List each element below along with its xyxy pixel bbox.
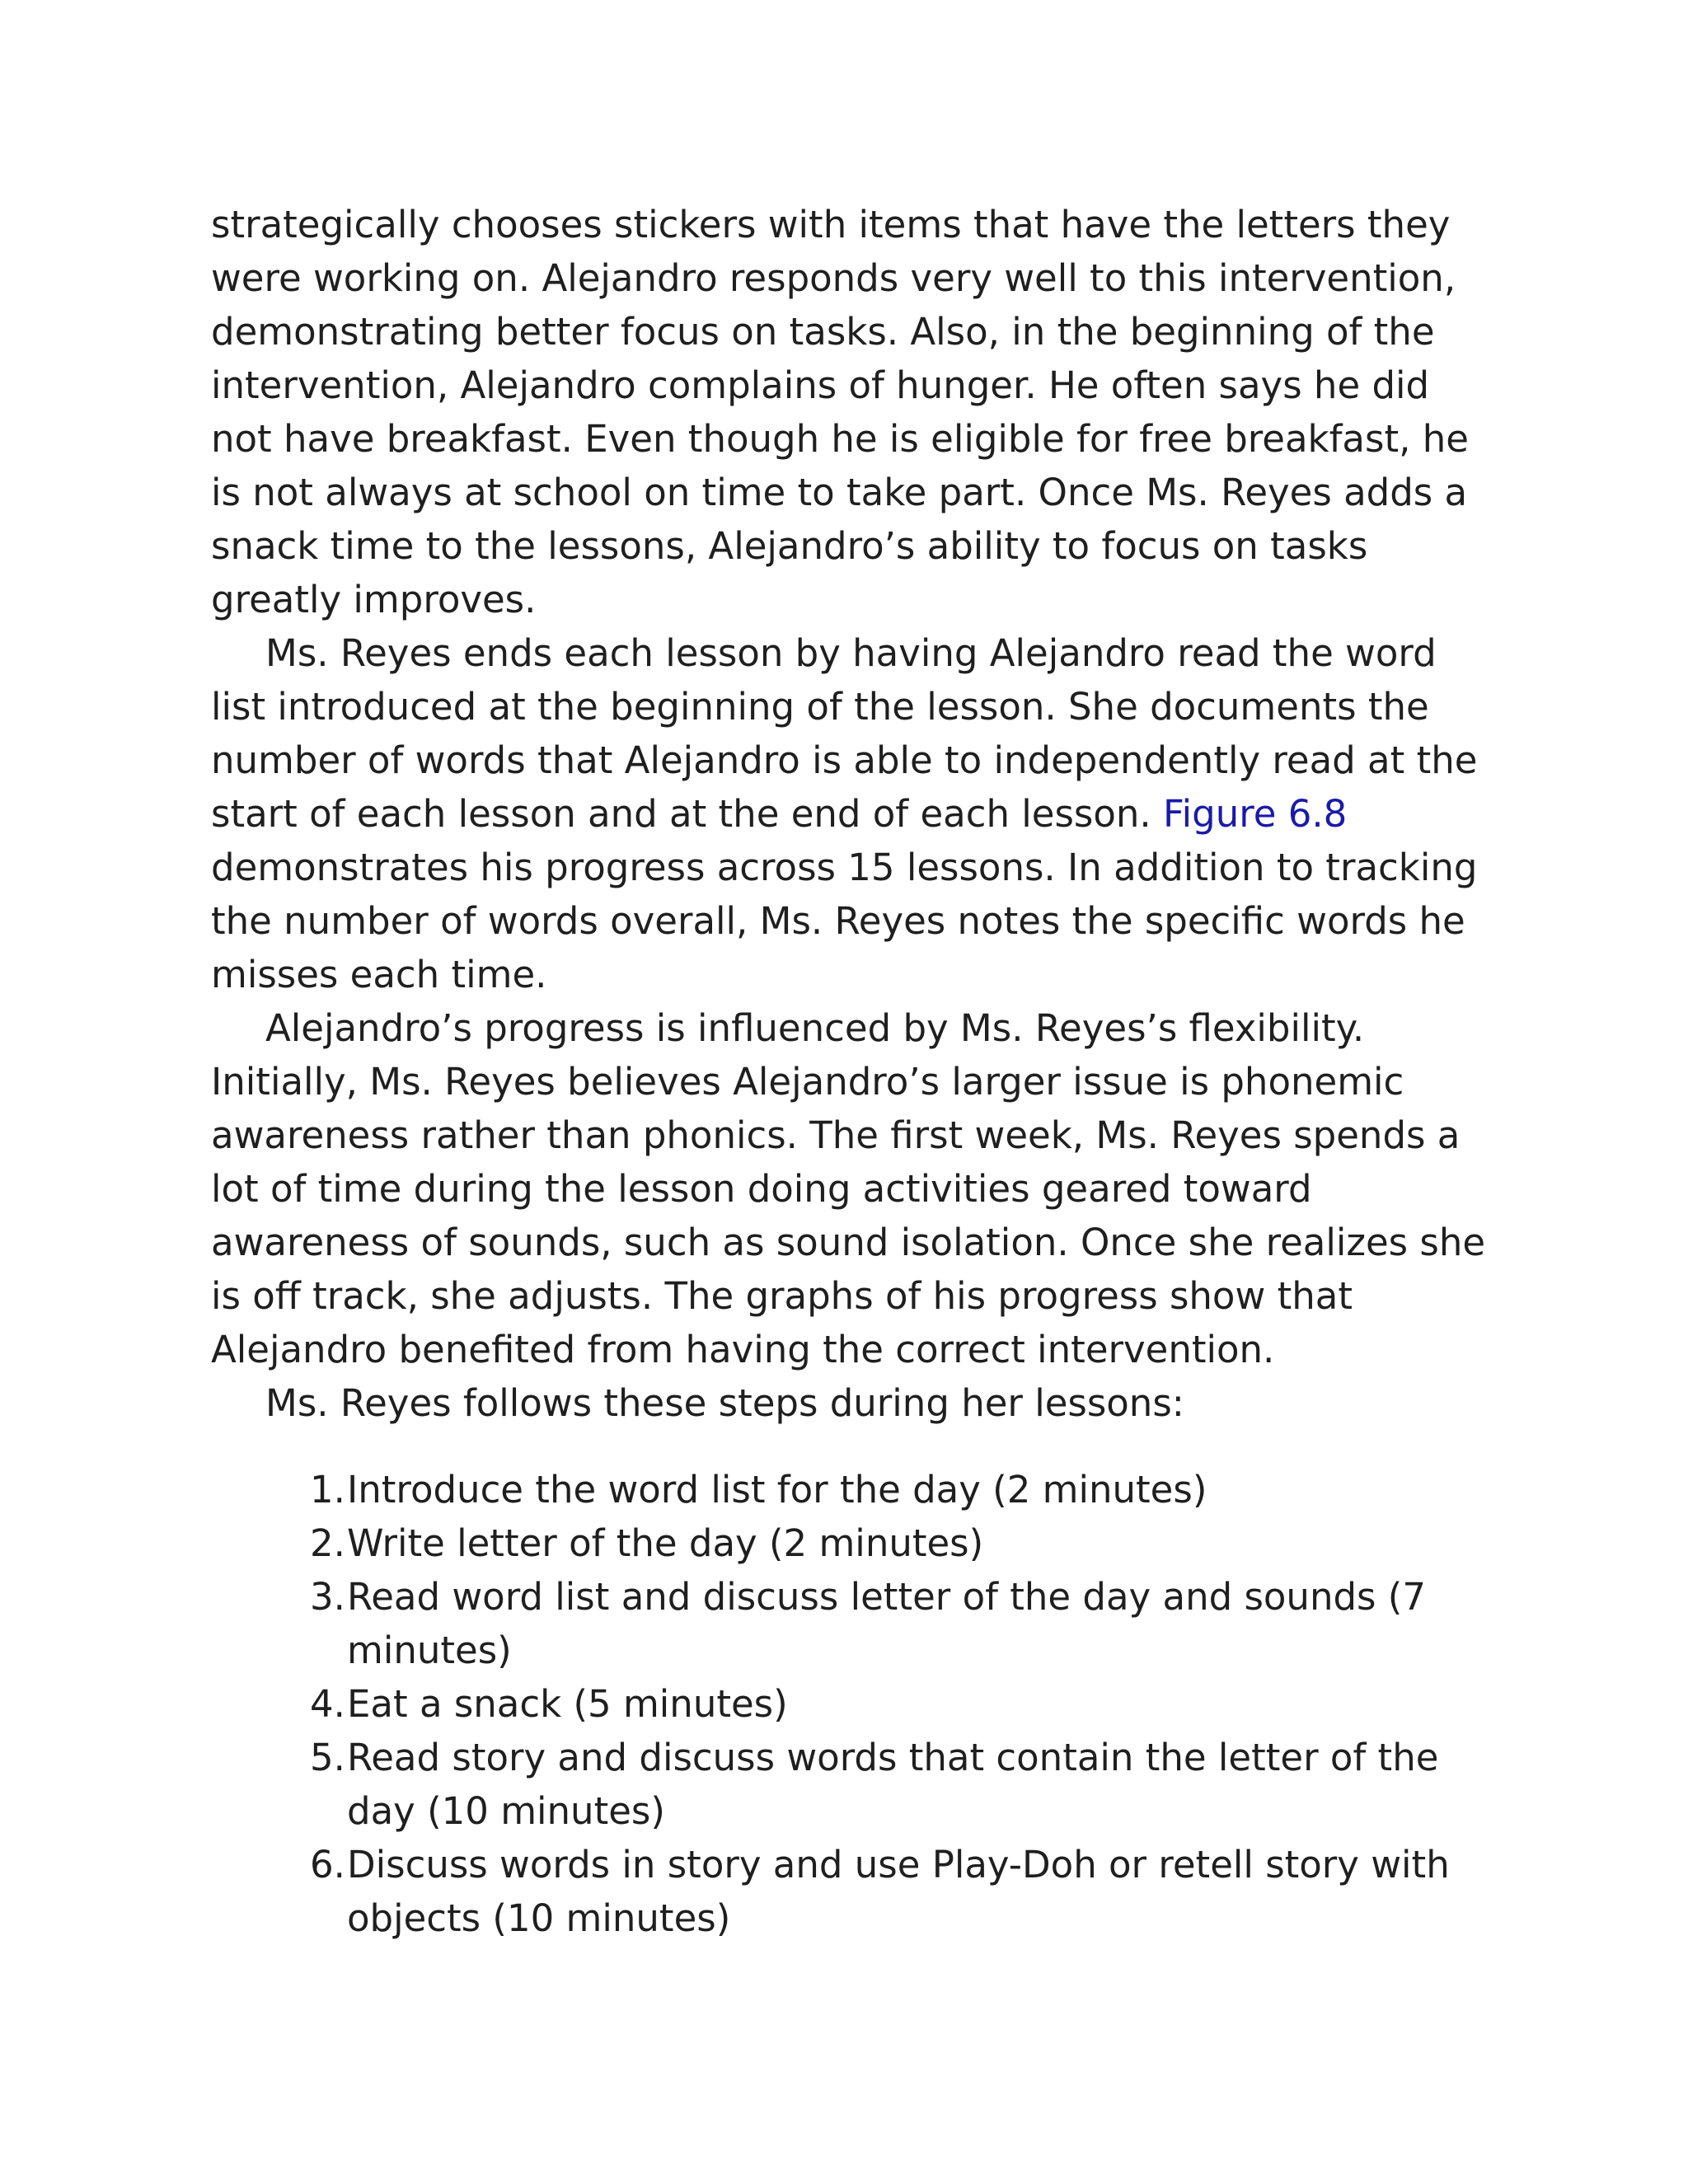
list-item-text: Read word list and discuss letter of the day and sounds (7 minutes) [347, 1575, 1426, 1672]
lesson-steps-list [211, 1463, 1497, 1945]
list-item [310, 1516, 1497, 1570]
list-item [310, 1731, 1497, 1838]
list-item-number: 3. [310, 1575, 345, 1619]
paragraph-text: Ms. Reyes ends each lesson by having Alejandro read the word list introduced at the beginning of the lesson. She documents the number of words that Alejandro is able to independently read at the start of each lesson and at the end of each lesson. [211, 631, 1478, 836]
list-item-text: Discuss words in story and use Play-Doh or retell story with objects (10 minutes) [347, 1843, 1450, 1940]
figure-link[interactable]: Figure 6.8 [1163, 792, 1348, 836]
list-item-number: 2. [310, 1521, 345, 1565]
list-item [310, 1570, 1497, 1677]
list-item-text: Write letter of the day (2 minutes) [347, 1521, 984, 1565]
list-item-text: Eat a snack (5 minutes) [347, 1682, 788, 1726]
list-item-number: 1. [310, 1468, 345, 1511]
list-item [310, 1838, 1497, 1945]
list-item [310, 1677, 1497, 1731]
list-item-number: 5. [310, 1736, 345, 1779]
list-item [310, 1463, 1497, 1516]
document-page [211, 198, 1497, 1945]
paragraph-steps-intro: Ms. Reyes follows these steps during her lessons: [265, 1381, 1184, 1425]
paragraph-flexibility: Alejandro’s progress is influenced by Ms. Reyes’s flexibility. Initially, Ms. Reyes believes Alejandro’s larger issue is phonemic awareness rather than phonics. The first week, Ms. Reyes spends a lot of time during the lesson doing activities geared toward awareness of sounds, such as sound isolation. Once she realizes she is off track, she adjusts. The graphs of his progress show that Alejandro benefited from having the correct intervention. [211, 1006, 1486, 1371]
list-item-number: 6. [310, 1843, 345, 1886]
list-item-number: 4. [310, 1682, 345, 1726]
paragraph-word-list [211, 626, 1497, 1001]
paragraph-text: demonstrates his progress across 15 lessons. In addition to tracking the number of words overall, Ms. Reyes notes the specific words he misses each time. [211, 846, 1478, 996]
list-item-text: Read story and discuss words that contain the letter of the day (10 minutes) [347, 1736, 1439, 1833]
list-item-text: Introduce the word list for the day (2 minutes) [347, 1468, 1207, 1511]
paragraph-stickers: strategically chooses stickers with items that have the letters they were working on. Alejandro responds very well to this intervention, demonstrating better focus on tasks. Also, in the beginning of the intervention, Alejandro complains of hunger. He often says he did not have breakfast. Even though he is eligible for free breakfast, he is not always at school on time to take part. Once Ms. Reyes adds a snack time to the lessons, Alejandro’s ability to focus on tasks greatly improves. [211, 203, 1469, 621]
